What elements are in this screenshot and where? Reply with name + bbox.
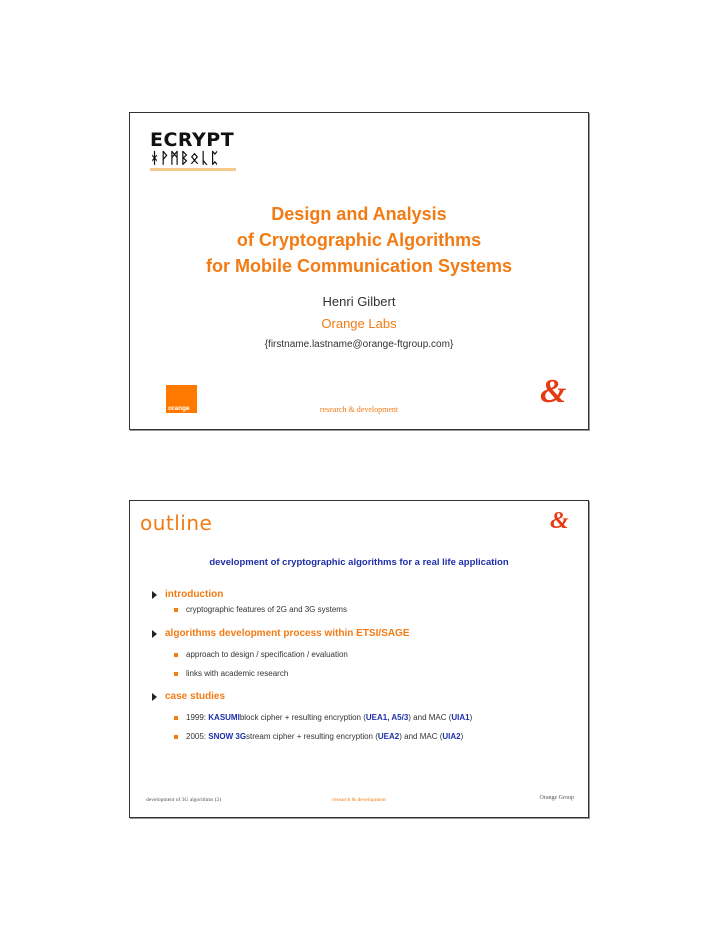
slide2-footer-right: Orange Group [539,795,574,801]
title-line-2: of Cryptographic Algorithms [236,230,482,250]
ecrypt-logo [150,131,240,171]
slide-title [130,201,588,279]
list-item-snow3g: 2005: SNOW 3G stream cipher + resulting encryption ( UEA2 ) and MAC ( UIA2 ) [174,732,463,741]
ampersand-logo: & [540,373,567,410]
square-bullet-icon [174,608,178,612]
section-heading: case studies [165,691,226,702]
slide1-footer: research & development [319,405,399,414]
section-case-studies [152,691,225,702]
section-introduction [152,589,223,600]
slide2-footer-mid: research & development [332,797,386,803]
author-name: Henri Gilbert [322,294,396,309]
ecrypt-wordmark: ECRYPT [150,129,235,151]
title-line-1: Design and Analysis [271,204,447,224]
square-bullet-icon [174,735,178,739]
list-item: links with academic research [174,669,288,678]
title-slide [129,112,589,430]
orange-logo-text: orange [168,405,190,412]
section-heading: algorithms development process within ETSI/SAGE [165,628,410,639]
outline-title: outline [140,511,213,535]
author-affiliation: Orange Labs [321,316,397,331]
title-line-3: for Mobile Communication Systems [205,256,513,276]
list-item: cryptographic features of 2G and 3G systems [174,605,347,614]
square-bullet-icon [174,716,178,720]
square-bullet-icon [174,672,178,676]
ecrypt-glyphs: ᚼᚹᛗᛒᛟᚳᛈ [150,149,221,167]
ecrypt-underline [150,168,236,171]
triangle-bullet-icon [152,693,157,701]
list-item: approach to design / specification / evaluation [174,650,348,659]
square-bullet-icon [174,653,178,657]
ampersand-logo-small: & [550,508,569,534]
triangle-bullet-icon [152,630,157,638]
author-email: {firstname.lastname@orange-ftgroup.com} [264,339,454,350]
section-development-process [152,628,410,639]
outline-subtitle: development of cryptographic algorithms for a real life application [209,557,509,568]
triangle-bullet-icon [152,591,157,599]
section-heading: introduction [165,589,224,600]
slide2-footer-left: development of 3G algorithms (2) [146,797,222,803]
outline-slide [129,500,589,818]
list-item-kasumi: 1999: KASUMI block cipher + resulting encryption ( UEA1, A5/3 ) and MAC ( UIA1 ) [174,713,472,722]
